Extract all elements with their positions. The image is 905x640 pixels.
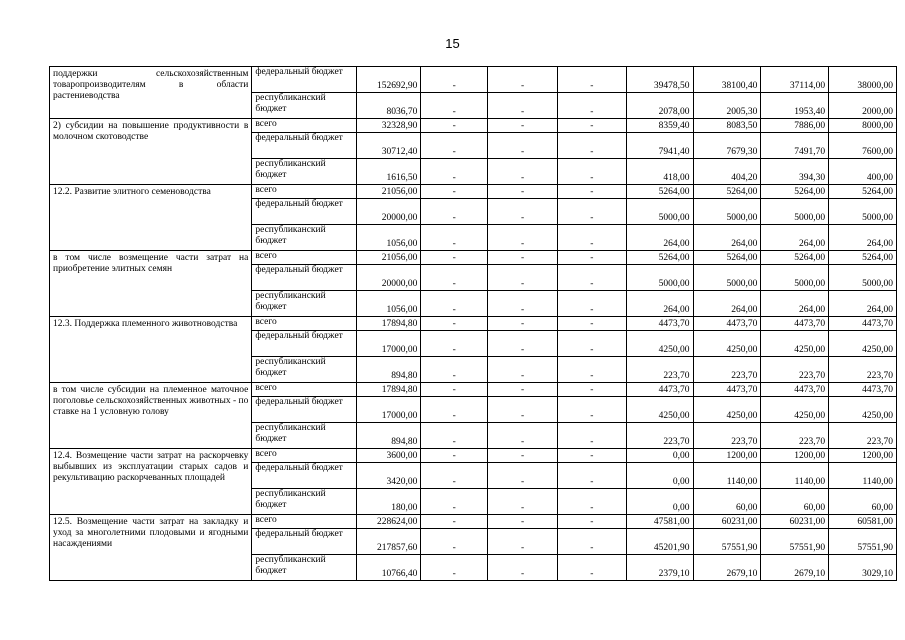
amount-cell: - xyxy=(488,159,558,185)
amount-cell: 264,00 xyxy=(693,225,761,251)
table-row xyxy=(50,515,897,529)
amount-cell: 5264,00 xyxy=(626,185,693,199)
item-description: 2) субсидии на повышение продуктивности в молочном скотоводстве xyxy=(50,119,252,185)
amount-cell: 5000,00 xyxy=(626,199,693,225)
funding-source: всего xyxy=(252,515,356,529)
amount-cell: - xyxy=(421,489,488,515)
amount-cell: 17000,00 xyxy=(356,331,421,357)
amount-cell: 1953,40 xyxy=(761,93,829,119)
amount-cell: - xyxy=(557,119,626,133)
amount-cell: 5264,00 xyxy=(626,251,693,265)
amount-cell: - xyxy=(488,291,558,317)
amount-cell: 3600,00 xyxy=(356,449,421,463)
funding-source: федеральный бюджет xyxy=(252,463,356,489)
amount-cell: - xyxy=(421,93,488,119)
amount-cell: 152692,90 xyxy=(356,67,421,93)
funding-source: всего xyxy=(252,317,356,331)
amount-cell: 8036,70 xyxy=(356,93,421,119)
amount-cell: 2679,10 xyxy=(693,555,761,581)
amount-cell: - xyxy=(557,251,626,265)
amount-cell: 5264,00 xyxy=(693,251,761,265)
amount-cell: - xyxy=(557,265,626,291)
amount-cell: 0,00 xyxy=(626,449,693,463)
amount-cell: - xyxy=(421,185,488,199)
amount-cell: 5264,00 xyxy=(829,185,897,199)
amount-cell: 7600,00 xyxy=(829,133,897,159)
amount-cell: 38100,40 xyxy=(693,67,761,93)
amount-cell: - xyxy=(488,529,558,555)
amount-cell: - xyxy=(488,185,558,199)
amount-cell: 60231,00 xyxy=(693,515,761,529)
amount-cell: - xyxy=(421,383,488,397)
amount-cell: - xyxy=(488,383,558,397)
amount-cell: 228624,00 xyxy=(356,515,421,529)
amount-cell: - xyxy=(488,251,558,265)
amount-cell: 5000,00 xyxy=(829,199,897,225)
amount-cell: - xyxy=(421,199,488,225)
amount-cell: - xyxy=(557,529,626,555)
amount-cell: 8000,00 xyxy=(829,119,897,133)
amount-cell: - xyxy=(557,133,626,159)
amount-cell: 38000,00 xyxy=(829,67,897,93)
amount-cell: - xyxy=(488,357,558,383)
amount-cell: 5000,00 xyxy=(693,199,761,225)
amount-cell: 1200,00 xyxy=(829,449,897,463)
amount-cell: - xyxy=(488,449,558,463)
funding-source: республиканский бюджет xyxy=(252,93,356,119)
amount-cell: 5264,00 xyxy=(693,185,761,199)
amount-cell: - xyxy=(488,397,558,423)
funding-source: всего xyxy=(252,449,356,463)
amount-cell: 20000,00 xyxy=(356,265,421,291)
amount-cell: - xyxy=(421,67,488,93)
amount-cell: 1200,00 xyxy=(693,449,761,463)
amount-cell: 2379,10 xyxy=(626,555,693,581)
amount-cell: - xyxy=(421,397,488,423)
funding-source: республиканский бюджет xyxy=(252,555,356,581)
amount-cell: - xyxy=(557,449,626,463)
amount-cell: 60,00 xyxy=(761,489,829,515)
amount-cell: 7941,40 xyxy=(626,133,693,159)
amount-cell: 57551,90 xyxy=(761,529,829,555)
amount-cell: - xyxy=(421,357,488,383)
amount-cell: 223,70 xyxy=(761,357,829,383)
amount-cell: 0,00 xyxy=(626,489,693,515)
amount-cell: - xyxy=(557,225,626,251)
amount-cell: 2000,00 xyxy=(829,93,897,119)
amount-cell: - xyxy=(557,159,626,185)
amount-cell: - xyxy=(421,463,488,489)
amount-cell: - xyxy=(557,357,626,383)
amount-cell: - xyxy=(488,331,558,357)
amount-cell: 223,70 xyxy=(761,423,829,449)
amount-cell: 223,70 xyxy=(626,423,693,449)
funding-source: федеральный бюджет xyxy=(252,199,356,225)
amount-cell: 394,30 xyxy=(761,159,829,185)
amount-cell: - xyxy=(557,199,626,225)
amount-cell: 47581,00 xyxy=(626,515,693,529)
amount-cell: - xyxy=(557,93,626,119)
amount-cell: 20000,00 xyxy=(356,199,421,225)
amount-cell: - xyxy=(557,185,626,199)
amount-cell: 60,00 xyxy=(829,489,897,515)
amount-cell: 1056,00 xyxy=(356,225,421,251)
amount-cell: - xyxy=(488,225,558,251)
amount-cell: 2005,30 xyxy=(693,93,761,119)
amount-cell: - xyxy=(488,463,558,489)
funding-source: всего xyxy=(252,185,356,199)
amount-cell: 5264,00 xyxy=(761,185,829,199)
amount-cell: 4473,70 xyxy=(829,317,897,331)
amount-cell: 60,00 xyxy=(693,489,761,515)
amount-cell: 4473,70 xyxy=(693,383,761,397)
amount-cell: - xyxy=(488,489,558,515)
amount-cell: - xyxy=(488,555,558,581)
amount-cell: 17894,80 xyxy=(356,383,421,397)
funding-source: всего xyxy=(252,119,356,133)
amount-cell: 57551,90 xyxy=(693,529,761,555)
amount-cell: 17894,80 xyxy=(356,317,421,331)
funding-source: республиканский бюджет xyxy=(252,159,356,185)
amount-cell: 264,00 xyxy=(626,225,693,251)
amount-cell: 4473,70 xyxy=(761,383,829,397)
funding-source: республиканский бюджет xyxy=(252,423,356,449)
amount-cell: - xyxy=(557,67,626,93)
amount-cell: 264,00 xyxy=(761,225,829,251)
amount-cell: 37114,00 xyxy=(761,67,829,93)
table-row xyxy=(50,251,897,265)
table-row xyxy=(50,317,897,331)
amount-cell: 1140,00 xyxy=(829,463,897,489)
amount-cell: 21056,00 xyxy=(356,185,421,199)
funding-source: федеральный бюджет xyxy=(252,67,356,93)
amount-cell: 1056,00 xyxy=(356,291,421,317)
amount-cell: 5000,00 xyxy=(829,265,897,291)
amount-cell: - xyxy=(557,397,626,423)
funding-source: республиканский бюджет xyxy=(252,291,356,317)
amount-cell: - xyxy=(421,423,488,449)
amount-cell: 4473,70 xyxy=(761,317,829,331)
amount-cell: - xyxy=(488,67,558,93)
amount-cell: - xyxy=(421,265,488,291)
amount-cell: - xyxy=(557,331,626,357)
amount-cell: 5264,00 xyxy=(761,251,829,265)
amount-cell: 217857,60 xyxy=(356,529,421,555)
amount-cell: - xyxy=(488,133,558,159)
item-description: 12.4. Возмещение части затрат на раскорчевку выбывших из эксплуатации старых садов и рекультивацию раскорчеванных площадей xyxy=(50,449,252,515)
amount-cell: 894,80 xyxy=(356,423,421,449)
amount-cell: 264,00 xyxy=(761,291,829,317)
amount-cell: 4250,00 xyxy=(761,397,829,423)
amount-cell: 60231,00 xyxy=(761,515,829,529)
amount-cell: 4250,00 xyxy=(626,397,693,423)
budget-table xyxy=(49,66,897,581)
item-description: в том числе возмещение части затрат на приобретение элитных семян xyxy=(50,251,252,317)
amount-cell: 400,00 xyxy=(829,159,897,185)
amount-cell: 32328,90 xyxy=(356,119,421,133)
funding-source: федеральный бюджет xyxy=(252,265,356,291)
amount-cell: - xyxy=(421,331,488,357)
amount-cell: 3420,00 xyxy=(356,463,421,489)
amount-cell: - xyxy=(488,423,558,449)
amount-cell: - xyxy=(557,515,626,529)
amount-cell: - xyxy=(557,383,626,397)
amount-cell: - xyxy=(421,529,488,555)
item-description: 12.5. Возмещение части затрат на закладку и уход за многолетними плодовыми и ягодными насаждениями xyxy=(50,515,252,581)
amount-cell: - xyxy=(421,555,488,581)
amount-cell: 3029,10 xyxy=(829,555,897,581)
amount-cell: 7679,30 xyxy=(693,133,761,159)
amount-cell: 5000,00 xyxy=(761,265,829,291)
amount-cell: - xyxy=(557,291,626,317)
amount-cell: - xyxy=(421,133,488,159)
amount-cell: 21056,00 xyxy=(356,251,421,265)
amount-cell: - xyxy=(488,317,558,331)
amount-cell: 418,00 xyxy=(626,159,693,185)
funding-source: республиканский бюджет xyxy=(252,357,356,383)
amount-cell: 264,00 xyxy=(693,291,761,317)
amount-cell: 17000,00 xyxy=(356,397,421,423)
funding-source: федеральный бюджет xyxy=(252,397,356,423)
amount-cell: - xyxy=(557,423,626,449)
table-row xyxy=(50,119,897,133)
amount-cell: 4473,70 xyxy=(829,383,897,397)
amount-cell: 45201,90 xyxy=(626,529,693,555)
amount-cell: 4473,70 xyxy=(626,317,693,331)
amount-cell: 7886,00 xyxy=(761,119,829,133)
amount-cell: - xyxy=(488,119,558,133)
amount-cell: - xyxy=(421,225,488,251)
amount-cell: 5264,00 xyxy=(829,251,897,265)
table-row xyxy=(50,383,897,397)
amount-cell: 264,00 xyxy=(829,225,897,251)
amount-cell: 4473,70 xyxy=(626,383,693,397)
amount-cell: - xyxy=(557,555,626,581)
amount-cell: 4250,00 xyxy=(761,331,829,357)
amount-cell: 8083,50 xyxy=(693,119,761,133)
funding-source: всего xyxy=(252,383,356,397)
amount-cell: 8359,40 xyxy=(626,119,693,133)
amount-cell: 4250,00 xyxy=(693,397,761,423)
amount-cell: - xyxy=(557,463,626,489)
amount-cell: 223,70 xyxy=(829,357,897,383)
table-row xyxy=(50,185,897,199)
amount-cell: 4473,70 xyxy=(693,317,761,331)
amount-cell: 30712,40 xyxy=(356,133,421,159)
amount-cell: - xyxy=(421,291,488,317)
amount-cell: 4250,00 xyxy=(829,397,897,423)
amount-cell: - xyxy=(421,251,488,265)
amount-cell: - xyxy=(421,317,488,331)
amount-cell: 1140,00 xyxy=(693,463,761,489)
amount-cell: 264,00 xyxy=(626,291,693,317)
amount-cell: 223,70 xyxy=(626,357,693,383)
amount-cell: 5000,00 xyxy=(626,265,693,291)
amount-cell: 4250,00 xyxy=(693,331,761,357)
amount-cell: 10766,40 xyxy=(356,555,421,581)
amount-cell: 223,70 xyxy=(693,423,761,449)
amount-cell: 5000,00 xyxy=(761,199,829,225)
amount-cell: 0,00 xyxy=(626,463,693,489)
amount-cell: - xyxy=(488,199,558,225)
amount-cell: - xyxy=(421,119,488,133)
amount-cell: 223,70 xyxy=(693,357,761,383)
amount-cell: 894,80 xyxy=(356,357,421,383)
amount-cell: 404,20 xyxy=(693,159,761,185)
funding-source: федеральный бюджет xyxy=(252,133,356,159)
funding-source: всего xyxy=(252,251,356,265)
amount-cell: - xyxy=(421,159,488,185)
amount-cell: - xyxy=(557,489,626,515)
amount-cell: 2078,00 xyxy=(626,93,693,119)
item-description: 12.2. Развитие элитного семеноводства xyxy=(50,185,252,251)
amount-cell: 5000,00 xyxy=(693,265,761,291)
amount-cell: - xyxy=(421,515,488,529)
amount-cell: 57551,90 xyxy=(829,529,897,555)
amount-cell: 4250,00 xyxy=(626,331,693,357)
page-number: 15 xyxy=(445,36,460,51)
table-body xyxy=(50,67,897,581)
amount-cell: 39478,50 xyxy=(626,67,693,93)
amount-cell: - xyxy=(421,449,488,463)
amount-cell: 60581,00 xyxy=(829,515,897,529)
amount-cell: 223,70 xyxy=(829,423,897,449)
amount-cell: - xyxy=(488,515,558,529)
amount-cell: 180,00 xyxy=(356,489,421,515)
amount-cell: - xyxy=(557,317,626,331)
funding-source: республиканский бюджет xyxy=(252,225,356,251)
funding-source: федеральный бюджет xyxy=(252,529,356,555)
amount-cell: 2679,10 xyxy=(761,555,829,581)
amount-cell: - xyxy=(488,93,558,119)
funding-source: республиканский бюджет xyxy=(252,489,356,515)
amount-cell: 1616,50 xyxy=(356,159,421,185)
item-description: в том числе субсидии на племенное маточное поголовье сельскохозяйственных животных - по ставке на 1 условную голову xyxy=(50,383,252,449)
amount-cell: - xyxy=(488,265,558,291)
item-description: 12.3. Поддержка племенного животноводства xyxy=(50,317,252,383)
amount-cell: 1140,00 xyxy=(761,463,829,489)
table-row xyxy=(50,67,897,93)
amount-cell: 7491,70 xyxy=(761,133,829,159)
amount-cell: 4250,00 xyxy=(829,331,897,357)
table-row xyxy=(50,449,897,463)
amount-cell: 1200,00 xyxy=(761,449,829,463)
funding-source: федеральный бюджет xyxy=(252,331,356,357)
item-description: поддержки сельскохозяйственным товаропроизводителям в области растениеводства xyxy=(50,67,252,119)
amount-cell: 264,00 xyxy=(829,291,897,317)
